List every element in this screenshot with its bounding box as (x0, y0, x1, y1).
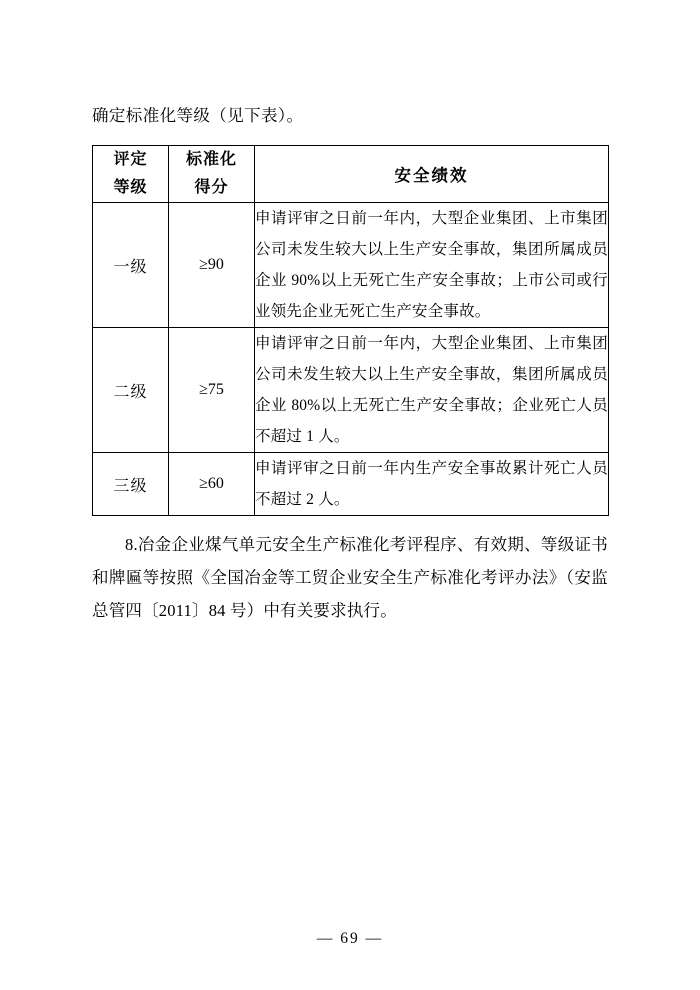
lead-paragraph: 确定标准化等级（见下表）。 (92, 106, 304, 125)
column-header-score-line1: 标准化 (185, 151, 237, 169)
table-row (93, 453, 609, 516)
cell-grade-level-3: 三级 (93, 453, 169, 516)
column-header-grade (93, 146, 169, 203)
table-row (93, 203, 609, 328)
cell-score-level-2: ≥75 (169, 328, 255, 453)
cell-performance-level-2: 申请评审之日前一年内，大型企业集团、上市集团公司未发生较大以上生产安全事故，集团所属成员企业 80%以上无死亡生产安全事故；企业死亡人员不超过 1 人。 (255, 328, 609, 453)
cell-grade-level-2: 二级 (93, 328, 169, 453)
grade-criteria-table (92, 145, 609, 516)
page-number: — 69 — (316, 930, 384, 947)
column-header-performance: 安全绩效 (255, 146, 609, 203)
table-row (93, 328, 609, 453)
closing-paragraph: 8.冶金企业煤气单元安全生产标准化考评程序、有效期、等级证书和牌匾等按照《全国冶金等工贸企业安全生产标准化考评办法》（安监总管四〔2011〕84 号）中有关要求执行。 (92, 535, 608, 621)
cell-performance-level-1: 申请评审之日前一年内，大型企业集团、上市集团公司未发生较大以上生产安全事故，集团所属成员企业 90%以上无死亡生产安全事故；上市公司或行业领先企业无死亡生产安全事故。 (255, 203, 609, 328)
cell-score-level-1: ≥90 (169, 203, 255, 328)
cell-grade-level-1: 一级 (93, 203, 169, 328)
cell-performance-level-3: 申请评审之日前一年内生产安全事故累计死亡人员不超过 2 人。 (255, 453, 609, 516)
column-header-grade-line2: 等级 (113, 179, 148, 197)
column-header-score-line2: 得分 (194, 179, 229, 197)
column-header-score (169, 146, 255, 203)
table-header-row (93, 146, 609, 203)
column-header-grade-line1: 评定 (113, 151, 148, 169)
cell-score-level-3: ≥60 (169, 453, 255, 516)
